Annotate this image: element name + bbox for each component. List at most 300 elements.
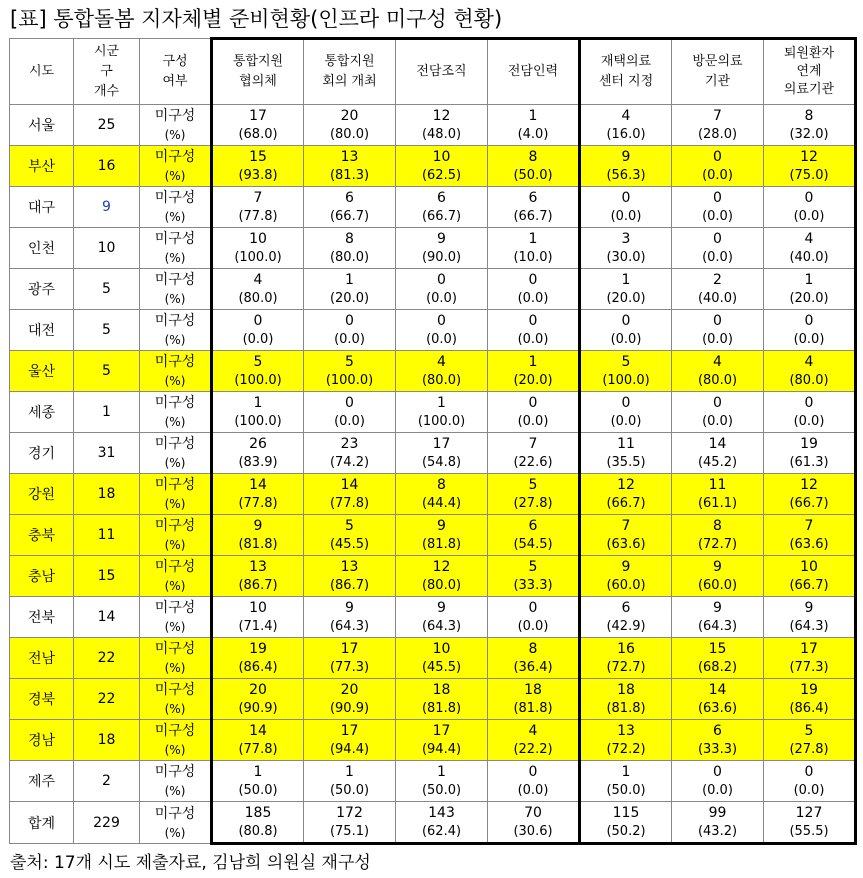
- cell-value: [580, 310, 672, 351]
- cell-sido: 합계: [10, 802, 74, 844]
- value-count: 19: [800, 682, 818, 698]
- table-row: [10, 556, 856, 597]
- cell-status: [140, 392, 212, 433]
- table-row: [10, 515, 856, 556]
- value-percent: (50.0): [606, 783, 646, 798]
- unit-label: (%): [164, 292, 186, 306]
- value-count: 19: [249, 641, 267, 657]
- value-percent: (86.7): [238, 578, 278, 593]
- value-count: 19: [800, 436, 818, 452]
- value-count: 8: [713, 518, 722, 534]
- cell-value: [764, 269, 856, 310]
- value-percent: (86.7): [329, 578, 370, 593]
- table-title: [표] 통합돌봄 지자체별 준비현황(인프라 미구성 현황): [10, 7, 503, 31]
- cell-value: [580, 269, 672, 310]
- value-count: 9: [253, 518, 263, 534]
- cell-value: [672, 474, 764, 515]
- value-percent: (80.8): [238, 824, 278, 839]
- value-count: 8: [528, 149, 538, 165]
- header-col-line: 방문의료: [692, 54, 743, 69]
- unit-label: (%): [164, 702, 186, 716]
- cell-value: [764, 433, 856, 474]
- cell-value: [212, 474, 304, 515]
- value-percent: (64.3): [697, 619, 738, 634]
- value-percent: (72.7): [606, 660, 646, 675]
- value-count: 0: [804, 190, 814, 206]
- value-percent: (27.8): [789, 742, 829, 757]
- value-count: 8: [437, 477, 446, 493]
- cell-count: 22: [74, 679, 140, 720]
- value-count: 0: [345, 395, 354, 411]
- cell-value: [488, 146, 580, 187]
- cell-value: [764, 761, 856, 802]
- value-percent: (30.0): [606, 250, 646, 265]
- infrastructure-status-table: [9, 37, 857, 845]
- unit-label: (%): [164, 128, 186, 142]
- value-percent: (54.5): [513, 537, 553, 552]
- cell-value: [580, 679, 672, 720]
- value-count: 0: [713, 190, 722, 206]
- cell-count: 31: [74, 433, 140, 474]
- status-label: 미구성: [154, 518, 196, 534]
- value-percent: (66.7): [329, 209, 370, 224]
- value-percent: (63.6): [606, 537, 646, 552]
- header-col-line: 연계: [796, 64, 822, 79]
- header-col-line: 전담조직: [416, 64, 467, 79]
- cell-status: [140, 556, 212, 597]
- cell-value: [580, 187, 672, 228]
- value-percent: (20.0): [606, 291, 646, 306]
- value-percent: (60.0): [606, 578, 646, 593]
- value-percent: (33.3): [513, 578, 553, 593]
- cell-count: 5: [74, 310, 140, 351]
- value-percent: (61.1): [697, 496, 738, 511]
- value-count: 0: [528, 395, 538, 411]
- cell-count: 15: [74, 556, 140, 597]
- value-count: 10: [249, 231, 267, 247]
- cell-status: [140, 269, 212, 310]
- cell-value: [396, 515, 488, 556]
- value-percent: (75.0): [789, 168, 829, 183]
- value-count: 0: [713, 764, 722, 780]
- header-col-line: 전담인력: [507, 64, 559, 79]
- cell-value: [488, 761, 580, 802]
- cell-value: [212, 269, 304, 310]
- value-percent: (45.2): [697, 455, 738, 470]
- cell-count: 16: [74, 146, 140, 187]
- header-col-line: 센터 지정: [598, 74, 654, 89]
- cell-value: [304, 146, 396, 187]
- value-count: 5: [528, 477, 538, 493]
- cell-count: 1: [74, 392, 140, 433]
- cell-value: [672, 269, 764, 310]
- cell-value: [396, 146, 488, 187]
- cell-value: [672, 597, 764, 638]
- value-count: 0: [713, 149, 722, 165]
- cell-value: [212, 187, 304, 228]
- value-percent: (63.6): [789, 537, 829, 552]
- value-count: 14: [708, 682, 727, 698]
- cell-value: [396, 351, 488, 392]
- status-label: 미구성: [154, 272, 196, 288]
- value-percent: (66.7): [513, 209, 553, 224]
- value-count: 14: [249, 723, 267, 739]
- value-percent: (20.0): [789, 291, 829, 306]
- value-percent: (100.0): [234, 250, 282, 265]
- value-percent: (0.0): [517, 332, 549, 347]
- value-percent: (43.2): [697, 824, 738, 839]
- value-percent: (0.0): [517, 619, 549, 634]
- cell-value: [764, 638, 856, 679]
- value-count: 4: [528, 723, 538, 739]
- unit-label: (%): [164, 333, 186, 347]
- value-percent: (33.3): [697, 742, 738, 757]
- value-percent: (40.0): [789, 250, 829, 265]
- cell-sido: 충북: [10, 515, 74, 556]
- value-count: 0: [528, 313, 538, 329]
- value-count: 1: [528, 108, 538, 124]
- cell-value: [212, 720, 304, 761]
- value-count: 13: [340, 559, 359, 575]
- value-count: 1: [437, 395, 446, 411]
- cell-value: [488, 515, 580, 556]
- value-percent: (71.4): [238, 619, 278, 634]
- value-percent: (45.5): [329, 537, 370, 552]
- status-label: 미구성: [154, 231, 196, 247]
- cell-value: [396, 187, 488, 228]
- value-percent: (80.0): [697, 373, 738, 388]
- value-count: 9: [713, 559, 722, 575]
- cell-sido: 전남: [10, 638, 74, 679]
- value-percent: (100.0): [325, 373, 374, 388]
- value-count: 0: [528, 600, 538, 616]
- table-body: [10, 105, 856, 844]
- value-count: 1: [437, 764, 446, 780]
- cell-value: [672, 679, 764, 720]
- value-count: 13: [617, 723, 635, 739]
- cell-value: [212, 515, 304, 556]
- value-percent: (77.8): [238, 742, 278, 757]
- cell-count: 2: [74, 761, 140, 802]
- status-label: 미구성: [154, 559, 196, 575]
- value-count: 9: [437, 231, 446, 247]
- status-label: 미구성: [154, 354, 196, 370]
- value-percent: (28.0): [697, 127, 738, 142]
- value-percent: (50.0): [329, 783, 370, 798]
- cell-value: [580, 474, 672, 515]
- value-percent: (81.8): [238, 537, 278, 552]
- unit-label: (%): [164, 784, 186, 798]
- cell-count: 18: [74, 720, 140, 761]
- value-count: 15: [249, 149, 267, 165]
- value-count: 7: [528, 436, 538, 452]
- cell-value: [396, 228, 488, 269]
- value-count: 4: [804, 354, 814, 370]
- value-percent: (0.0): [334, 332, 365, 347]
- cell-value: [764, 146, 856, 187]
- cell-value: [304, 556, 396, 597]
- cell-value: [488, 392, 580, 433]
- value-count: 0: [345, 313, 354, 329]
- value-percent: (32.0): [789, 127, 829, 142]
- cell-value: [488, 310, 580, 351]
- cell-status: [140, 105, 212, 146]
- table-row: [10, 433, 856, 474]
- cell-value: [396, 638, 488, 679]
- cell-value: [672, 187, 764, 228]
- cell-status: [140, 228, 212, 269]
- value-percent: (48.0): [421, 127, 462, 142]
- value-percent: (22.2): [513, 742, 553, 757]
- unit-label: (%): [164, 415, 186, 429]
- cell-sido: 제주: [10, 761, 74, 802]
- cell-value: [212, 310, 304, 351]
- cell-value: [304, 761, 396, 802]
- status-label: 미구성: [154, 600, 196, 616]
- cell-sido: 강원: [10, 474, 74, 515]
- value-percent: (50.2): [606, 824, 646, 839]
- value-count: 185: [244, 805, 272, 821]
- value-count: 12: [432, 559, 451, 575]
- value-count: 0: [804, 764, 814, 780]
- value-count: 4: [621, 108, 631, 124]
- value-count: 1: [345, 272, 354, 288]
- value-percent: (66.7): [421, 209, 462, 224]
- value-percent: (63.6): [697, 701, 738, 716]
- value-count: 11: [617, 436, 635, 452]
- table-row: [10, 228, 856, 269]
- cell-value: [304, 228, 396, 269]
- cell-status: [140, 515, 212, 556]
- status-label: 미구성: [154, 395, 196, 411]
- value-count: 5: [345, 518, 354, 534]
- cell-value: [304, 679, 396, 720]
- value-percent: (72.7): [697, 537, 738, 552]
- cell-value: [304, 638, 396, 679]
- value-percent: (0.0): [334, 414, 365, 429]
- header-col-line: 기관: [704, 74, 731, 89]
- value-count: 5: [804, 723, 814, 739]
- cell-value: [580, 597, 672, 638]
- unit-label: (%): [164, 497, 186, 511]
- unit-label: (%): [164, 251, 186, 265]
- cell-value: [212, 228, 304, 269]
- cell-value: [488, 187, 580, 228]
- cell-sido: 전북: [10, 597, 74, 638]
- value-percent: (66.7): [789, 496, 829, 511]
- value-count: 10: [800, 559, 818, 575]
- cell-count: 10: [74, 228, 140, 269]
- unit-label: (%): [164, 825, 186, 840]
- cell-status: [140, 597, 212, 638]
- header-count-line: 개수: [93, 83, 120, 99]
- cell-value: [580, 515, 672, 556]
- value-count: 18: [524, 682, 542, 698]
- value-count: 23: [340, 436, 359, 452]
- value-percent: (0.0): [702, 414, 733, 429]
- header-col-4: [580, 39, 672, 105]
- value-count: 17: [249, 108, 267, 124]
- value-percent: (62.4): [421, 824, 462, 839]
- value-count: 1: [621, 272, 631, 288]
- cell-value: [672, 515, 764, 556]
- value-count: 9: [345, 600, 354, 616]
- value-count: 20: [340, 682, 359, 698]
- cell-value: [580, 556, 672, 597]
- table-row: [10, 187, 856, 228]
- value-percent: (86.4): [238, 660, 278, 675]
- value-percent: (77.3): [789, 660, 829, 675]
- value-count: 4: [713, 354, 722, 370]
- value-count: 8: [528, 641, 538, 657]
- value-percent: (0.0): [702, 332, 733, 347]
- header-count-line: 시군: [93, 43, 120, 59]
- cell-value: [672, 802, 764, 844]
- value-percent: (75.1): [329, 824, 370, 839]
- cell-status: [140, 802, 212, 844]
- cell-status: [140, 310, 212, 351]
- cell-count: 5: [74, 351, 140, 392]
- value-percent: (80.0): [421, 373, 462, 388]
- value-percent: (55.5): [789, 824, 829, 839]
- value-count: 5: [528, 559, 538, 575]
- value-percent: (0.0): [517, 783, 549, 798]
- value-count: 15: [708, 641, 727, 657]
- cell-value: [672, 761, 764, 802]
- value-percent: (0.0): [702, 783, 733, 798]
- value-percent: (35.5): [606, 455, 646, 470]
- value-percent: (77.8): [329, 496, 370, 511]
- value-count: 6: [345, 190, 354, 206]
- value-count: 13: [340, 149, 359, 165]
- cell-value: [488, 105, 580, 146]
- value-count: 6: [437, 190, 446, 206]
- cell-value: [488, 720, 580, 761]
- cell-value: [764, 597, 856, 638]
- unit-label: (%): [164, 620, 186, 634]
- value-count: 0: [804, 313, 814, 329]
- cell-value: [764, 556, 856, 597]
- value-count: 1: [345, 764, 354, 780]
- cell-sido: 부산: [10, 146, 74, 187]
- value-count: 127: [795, 805, 823, 821]
- value-percent: (22.6): [513, 455, 553, 470]
- header-col-line: 협의체: [239, 74, 277, 89]
- value-percent: (80.0): [789, 373, 829, 388]
- cell-sido: 대구: [10, 187, 74, 228]
- cell-value: [672, 392, 764, 433]
- value-count: 12: [617, 477, 635, 493]
- cell-count: 18: [74, 474, 140, 515]
- cell-value: [212, 761, 304, 802]
- value-count: 0: [621, 190, 631, 206]
- cell-value: [672, 720, 764, 761]
- value-percent: (81.8): [606, 701, 646, 716]
- value-count: 9: [621, 559, 631, 575]
- value-count: 172: [336, 805, 363, 821]
- cell-value: [304, 802, 396, 844]
- value-percent: (0.0): [793, 332, 825, 347]
- value-percent: (72.2): [606, 742, 646, 757]
- value-percent: (0.0): [517, 291, 549, 306]
- value-percent: (68.2): [697, 660, 738, 675]
- value-percent: (64.3): [789, 619, 829, 634]
- table-row: [10, 679, 856, 720]
- value-percent: (54.8): [421, 455, 462, 470]
- cell-value: [764, 679, 856, 720]
- value-percent: (0.0): [426, 291, 457, 306]
- cell-value: [212, 556, 304, 597]
- table-row: [10, 597, 856, 638]
- cell-value: [304, 351, 396, 392]
- cell-value: [488, 269, 580, 310]
- value-percent: (81.8): [421, 701, 462, 716]
- value-percent: (74.2): [329, 455, 370, 470]
- cell-value: [672, 556, 764, 597]
- cell-value: [580, 761, 672, 802]
- cell-value: [304, 310, 396, 351]
- value-count: 0: [713, 313, 722, 329]
- value-percent: (90.9): [329, 701, 370, 716]
- cell-sido: 울산: [10, 351, 74, 392]
- value-percent: (50.0): [238, 783, 278, 798]
- cell-value: [580, 105, 672, 146]
- value-count: 6: [528, 190, 538, 206]
- status-label: 미구성: [154, 436, 196, 452]
- value-count: 1: [253, 764, 263, 780]
- value-percent: (83.9): [238, 455, 278, 470]
- value-count: 2: [713, 272, 722, 288]
- cell-status: [140, 474, 212, 515]
- cell-value: [488, 638, 580, 679]
- cell-count: 22: [74, 638, 140, 679]
- cell-status: [140, 351, 212, 392]
- table-row: [10, 638, 856, 679]
- cell-value: [396, 556, 488, 597]
- value-count: 9: [437, 518, 446, 534]
- value-percent: (10.0): [513, 250, 553, 265]
- table-row: [10, 310, 856, 351]
- cell-value: [672, 146, 764, 187]
- source-note: 출처: 17개 시도 제출자료, 김남희 의원실 재구성: [10, 853, 371, 873]
- cell-count: 14: [74, 597, 140, 638]
- value-count: 12: [800, 149, 818, 165]
- value-percent: (81.8): [513, 701, 553, 716]
- value-count: 10: [249, 600, 267, 616]
- cell-value: [396, 433, 488, 474]
- unit-label: (%): [164, 538, 186, 552]
- status-label: 미구성: [154, 313, 196, 329]
- cell-count: 11: [74, 515, 140, 556]
- value-count: 26: [249, 436, 267, 452]
- header-gubun-line: 여부: [162, 73, 188, 89]
- value-count: 10: [432, 641, 451, 657]
- cell-value: [304, 720, 396, 761]
- header-count: [74, 39, 140, 105]
- value-percent: (64.3): [329, 619, 370, 634]
- cell-sido: 세종: [10, 392, 74, 433]
- cell-count: 25: [74, 105, 140, 146]
- value-count: 5: [253, 354, 263, 370]
- table-row: [10, 269, 856, 310]
- value-percent: (64.3): [421, 619, 462, 634]
- value-count: 12: [800, 477, 818, 493]
- value-percent: (60.0): [697, 578, 738, 593]
- value-percent: (77.8): [238, 496, 278, 511]
- unit-label: (%): [164, 743, 186, 757]
- value-count: 17: [340, 723, 359, 739]
- value-count: 9: [804, 600, 814, 616]
